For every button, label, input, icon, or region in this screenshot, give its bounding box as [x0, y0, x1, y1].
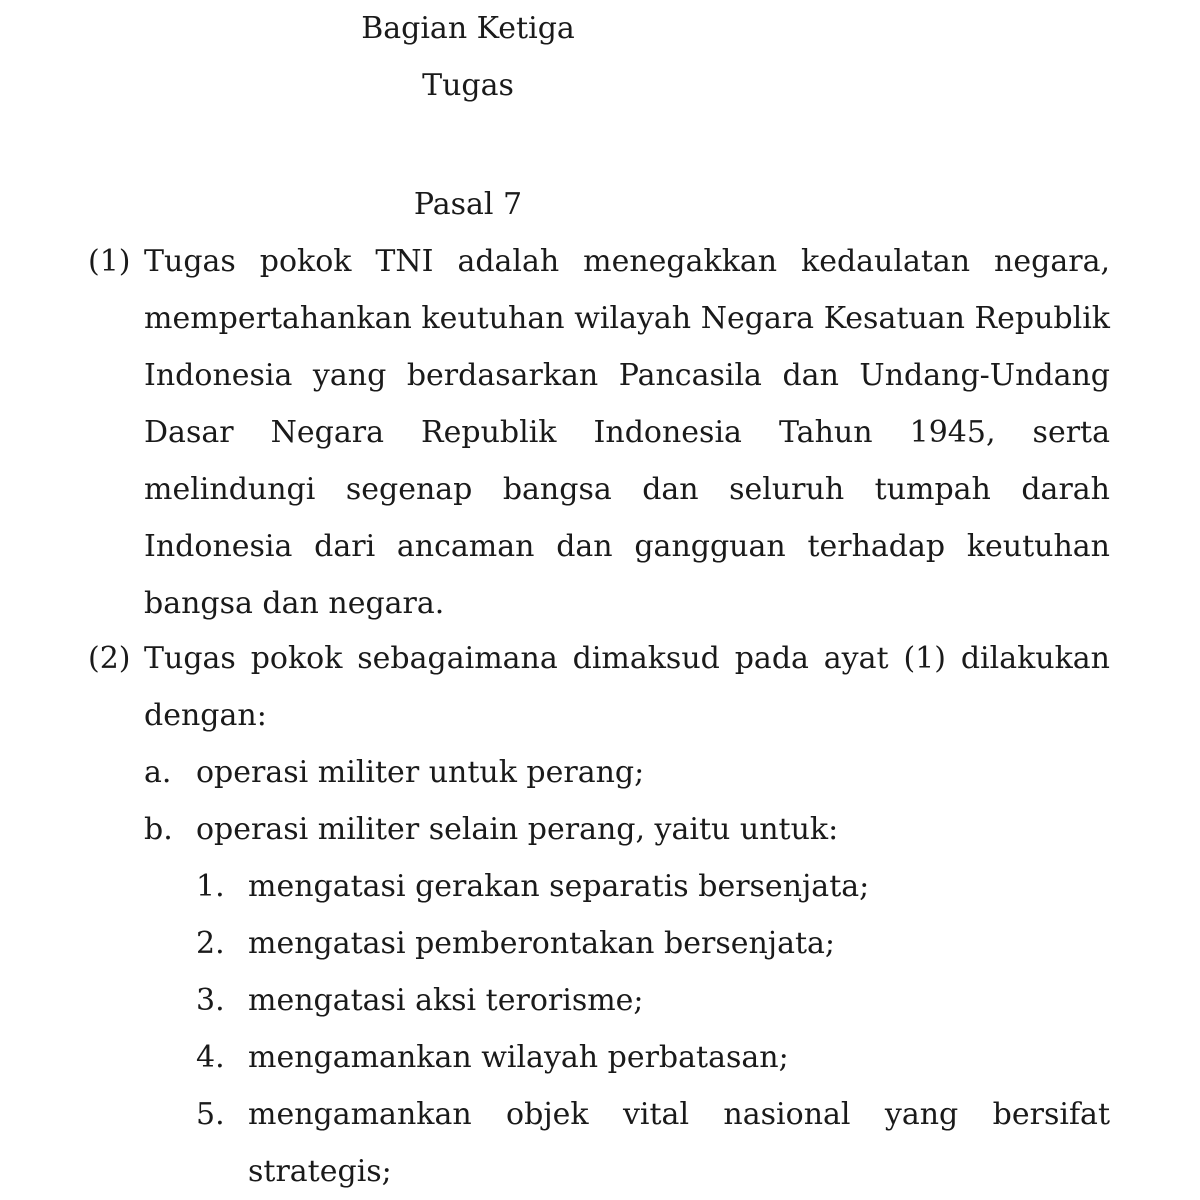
paragraph-2 [88, 630, 1110, 744]
list-item-text: operasi militer untuk perang; [196, 755, 645, 790]
sub-list-item-text: mengamankan wilayah perbatasan; [248, 1040, 789, 1075]
sub-list-item [196, 915, 1110, 972]
sub-list-item-text: mengatasi gerakan separatis bersenjata; [248, 869, 870, 904]
sub-list-item [196, 972, 1110, 1029]
list-item-text: operasi militer selain perang, yaitu untuk: [196, 812, 839, 847]
sub-list-item-text: mengatasi pemberontakan bersenjata; [248, 926, 836, 961]
sub-list-item-text: mengamankan objek vital nasional yang bersifat strategis; [248, 1097, 1110, 1189]
paragraph-text: Tugas pokok TNI adalah menegakkan kedaulatan negara, mempertahankan keutuhan wilayah Negara Kesatuan Republik Indonesia yang berdasarkan Pancasila dan Undang-Undang Dasar Negara Republik Indonesia Tahun 1945, serta melindungi segenap bangsa dan seluruh tumpah darah Indonesia dari ancaman dan gangguan terhadap keutuhan bangsa dan negara. [144, 244, 1110, 621]
sub-list-item-text: mengatasi aksi terorisme; [248, 983, 644, 1018]
sub-list-marker: 5. [196, 1097, 225, 1132]
paragraph-number: (1) [88, 244, 131, 279]
list-marker: a. [144, 755, 172, 790]
sub-list-item [196, 1086, 1110, 1200]
sub-list-item [196, 1029, 1110, 1086]
section-heading: Bagian Ketiga [361, 11, 575, 46]
article-title: Pasal 7 [413, 187, 523, 222]
list-item [144, 801, 1110, 858]
list-marker: b. [144, 812, 173, 847]
sub-list-marker: 3. [196, 983, 225, 1018]
sub-list-marker: 4. [196, 1040, 225, 1075]
sub-list-marker: 1. [196, 869, 225, 904]
list-item [144, 744, 1110, 801]
section-title: Tugas [422, 68, 514, 103]
sub-list-marker: 2. [196, 926, 225, 961]
paragraph-number: (2) [88, 641, 131, 676]
paragraph-1 [88, 233, 1110, 632]
paragraph-text: Tugas pokok sebagaimana dimaksud pada ayat (1) dilakukan dengan: [144, 641, 1110, 733]
sub-list-item [196, 858, 1110, 915]
